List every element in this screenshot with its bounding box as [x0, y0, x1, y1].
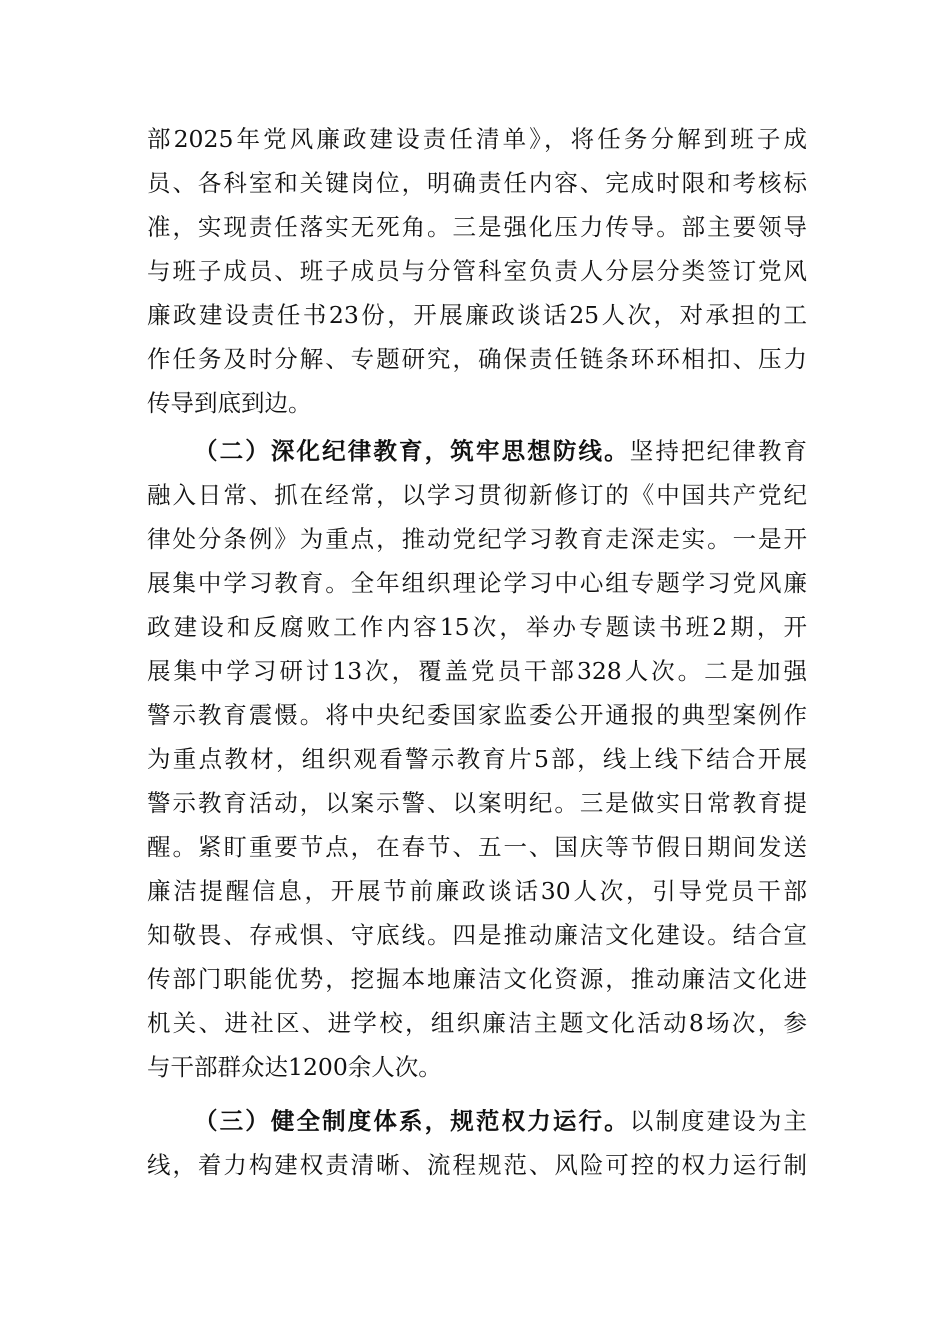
section-heading: （二）深化纪律教育，筑牢思想防线。	[194, 437, 630, 465]
paragraph-line: 展集中学习教育。全年组织理论学习中心组专题学习党风廉	[147, 569, 807, 597]
paragraph-line: 准，实现责任落实无死角。三是强化压力传导。部主要领导	[147, 213, 807, 241]
paragraph-line: 部2025年党风廉政建设责任清单》，将任务分解到班子成	[147, 125, 807, 153]
paragraph-line: 政建设和反腐败工作内容15次，举办专题读书班2期，开	[147, 613, 807, 641]
paragraph-line: 醒。紧盯重要节点，在春节、五一、国庆等节假日期间发送	[147, 833, 807, 861]
paragraph-text: 坚持把纪律教育	[629, 437, 808, 465]
paragraph-line: 线，着力构建权责清晰、流程规范、风险可控的权力运行制	[147, 1151, 807, 1179]
paragraph-line: 知敬畏、存戒惧、守底线。四是推动廉洁文化建设。结合宣	[147, 921, 807, 949]
paragraph-line: 与干部群众达1200余人次。	[147, 1053, 442, 1081]
paragraph-line: 律处分条例》为重点，推动党纪学习教育走深走实。一是开	[147, 525, 807, 553]
paragraph-line: 警示教育震慑。将中央纪委国家监委公开通报的典型案例作	[147, 701, 807, 729]
paragraph-text: 以制度建设为主	[629, 1107, 808, 1135]
paragraph-line: 员、各科室和关键岗位，明确责任内容、完成时限和考核标	[147, 169, 807, 197]
paragraph-line: 展集中学习研讨13次，覆盖党员干部328人次。二是加强	[147, 657, 807, 685]
paragraph-line: 廉洁提醒信息，开展节前廉政谈话30人次，引导党员干部	[147, 877, 807, 905]
paragraph-line: 传部门职能优势，挖掘本地廉洁文化资源，推动廉洁文化进	[147, 965, 807, 993]
section-heading-line	[194, 429, 807, 473]
paragraph-line: 传导到底到边。	[147, 389, 312, 417]
paragraph-line: 为重点教材，组织观看警示教育片5部，线上线下结合开展	[147, 745, 807, 773]
paragraph-line: 融入日常、抓在经常，以学习贯彻新修订的《中国共产党纪	[147, 481, 807, 509]
paragraph-line: 与班子成员、班子成员与分管科室负责人分层分类签订党风	[147, 257, 807, 285]
paragraph-line: 警示教育活动，以案示警、以案明纪。三是做实日常教育提	[147, 789, 807, 817]
section-heading: （三）健全制度体系，规范权力运行。	[194, 1107, 630, 1135]
section-heading-line	[194, 1099, 807, 1143]
paragraph-line: 作任务及时分解、专题研究，确保责任链条环环相扣、压力	[147, 345, 807, 373]
paragraph-line: 廉政建设责任书23份，开展廉政谈话25人次，对承担的工	[147, 301, 807, 329]
paragraph-line: 机关、进社区、进学校，组织廉洁主题文化活动8场次，参	[147, 1009, 807, 1037]
